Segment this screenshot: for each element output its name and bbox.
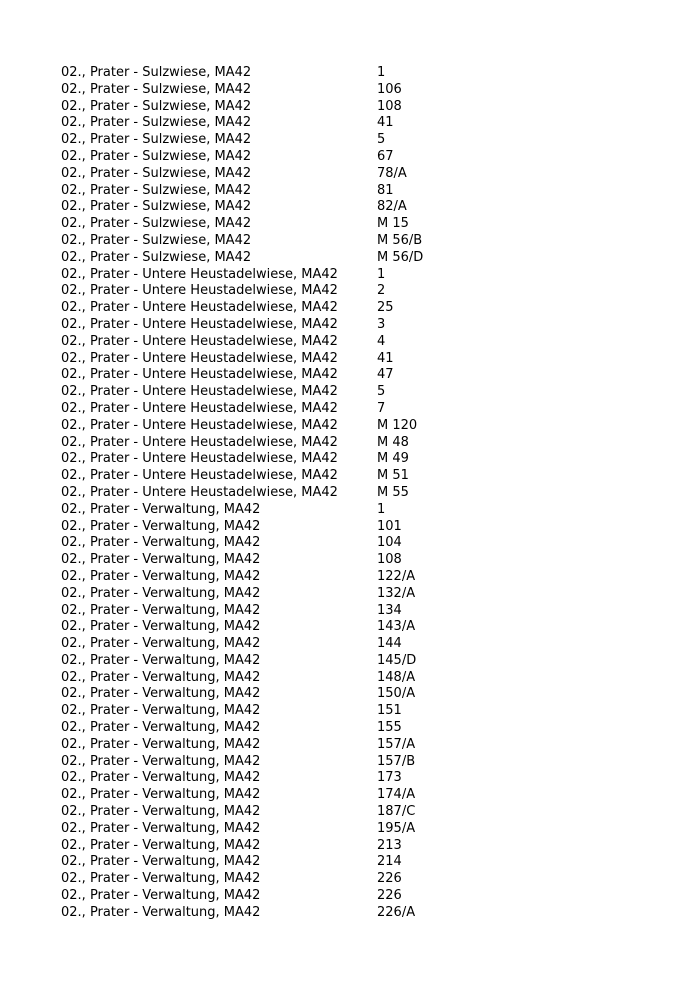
location-cell: 02., Prater - Sulzwiese, MA42 [61, 148, 252, 164]
location-cell: 02., Prater - Verwaltung, MA42 [61, 736, 261, 752]
table-row [61, 670, 457, 687]
number-cell: 108 [377, 98, 402, 114]
table-row [61, 451, 457, 468]
number-cell: 226 [377, 871, 402, 887]
table-row [61, 502, 457, 519]
table-row [61, 283, 457, 300]
number-cell: 1 [377, 501, 386, 517]
table-row [61, 132, 457, 149]
table-row [61, 552, 457, 569]
location-cell: 02., Prater - Untere Heustadelwiese, MA42 [61, 333, 338, 349]
number-cell: 148/A [377, 669, 416, 685]
table-row [61, 351, 457, 368]
table-row [61, 787, 457, 804]
table-row [61, 586, 457, 603]
number-cell: 226/A [377, 904, 416, 920]
number-cell: 151 [377, 703, 402, 719]
location-cell: 02., Prater - Untere Heustadelwiese, MA42 [61, 484, 338, 500]
location-cell: 02., Prater - Verwaltung, MA42 [61, 602, 261, 618]
number-cell: M 48 [377, 434, 409, 450]
number-cell: 1 [377, 266, 386, 282]
number-cell: 106 [377, 81, 402, 97]
table-row [61, 65, 457, 82]
location-cell: 02., Prater - Verwaltung, MA42 [61, 619, 261, 635]
location-cell: 02., Prater - Verwaltung, MA42 [61, 904, 261, 920]
table-row [61, 418, 457, 435]
number-cell: 104 [377, 535, 402, 551]
table-row [61, 367, 457, 384]
location-cell: 02., Prater - Sulzwiese, MA42 [61, 199, 252, 215]
location-cell: 02., Prater - Untere Heustadelwiese, MA42 [61, 283, 338, 299]
table-row [61, 519, 457, 536]
table-row [61, 720, 457, 737]
number-cell: 67 [377, 148, 394, 164]
table-row [61, 468, 457, 485]
table-row [61, 317, 457, 334]
table-row [61, 535, 457, 552]
number-cell: 41 [377, 115, 394, 131]
location-cell: 02., Prater - Untere Heustadelwiese, MA42 [61, 300, 338, 316]
location-cell: 02., Prater - Verwaltung, MA42 [61, 501, 261, 517]
table-row [61, 905, 457, 922]
table-row [61, 267, 457, 284]
table-row [61, 838, 457, 855]
location-cell: 02., Prater - Untere Heustadelwiese, MA42 [61, 350, 338, 366]
location-cell: 02., Prater - Verwaltung, MA42 [61, 753, 261, 769]
location-cell: 02., Prater - Verwaltung, MA42 [61, 535, 261, 551]
location-cell: 02., Prater - Sulzwiese, MA42 [61, 98, 252, 114]
number-cell: 47 [377, 367, 394, 383]
location-cell: 02., Prater - Sulzwiese, MA42 [61, 81, 252, 97]
number-cell: 134 [377, 602, 402, 618]
number-cell: M 120 [377, 417, 418, 433]
number-cell: 155 [377, 720, 402, 736]
table-row [61, 569, 457, 586]
table-row [61, 737, 457, 754]
number-cell: 157/A [377, 736, 416, 752]
table-row [61, 854, 457, 871]
table-row [61, 115, 457, 132]
table-row [61, 653, 457, 670]
number-cell: M 56/D [377, 249, 424, 265]
table-row [61, 99, 457, 116]
table-row [61, 770, 457, 787]
number-cell: 226 [377, 888, 402, 904]
number-cell: 1 [377, 65, 386, 80]
location-cell: 02., Prater - Untere Heustadelwiese, MA42 [61, 266, 338, 282]
table-row [61, 334, 457, 351]
table-row [61, 619, 457, 636]
number-cell: 101 [377, 518, 402, 534]
table-row [61, 82, 457, 99]
number-cell: 195/A [377, 820, 416, 836]
number-cell: 214 [377, 854, 402, 870]
number-cell: 132/A [377, 585, 416, 601]
location-cell: 02., Prater - Verwaltung, MA42 [61, 871, 261, 887]
number-cell: 41 [377, 350, 394, 366]
table-row [61, 166, 457, 183]
table-row [61, 233, 457, 250]
number-cell: 108 [377, 552, 402, 568]
table-row [61, 199, 457, 216]
location-cell: 02., Prater - Sulzwiese, MA42 [61, 216, 252, 232]
location-cell: 02., Prater - Untere Heustadelwiese, MA42 [61, 468, 338, 484]
table-row [61, 435, 457, 452]
table-row [61, 384, 457, 401]
location-cell: 02., Prater - Untere Heustadelwiese, MA42 [61, 400, 338, 416]
location-cell: 02., Prater - Verwaltung, MA42 [61, 770, 261, 786]
number-cell: 150/A [377, 686, 416, 702]
location-cell: 02., Prater - Verwaltung, MA42 [61, 552, 261, 568]
table-row [61, 636, 457, 653]
table-row [61, 754, 457, 771]
location-cell: 02., Prater - Untere Heustadelwiese, MA42 [61, 384, 338, 400]
number-cell: 5 [377, 384, 386, 400]
number-cell: 82/A [377, 199, 407, 215]
number-cell: M 15 [377, 216, 409, 232]
location-cell: 02., Prater - Verwaltung, MA42 [61, 820, 261, 836]
location-cell: 02., Prater - Verwaltung, MA42 [61, 720, 261, 736]
location-cell: 02., Prater - Sulzwiese, MA42 [61, 132, 252, 148]
table-row [61, 250, 457, 267]
table-row [61, 183, 457, 200]
location-cell: 02., Prater - Untere Heustadelwiese, MA42 [61, 451, 338, 467]
table-row [61, 216, 457, 233]
tree-location-table [61, 65, 457, 922]
number-cell: 187/C [377, 804, 416, 820]
location-cell: 02., Prater - Sulzwiese, MA42 [61, 182, 252, 198]
location-cell: 02., Prater - Verwaltung, MA42 [61, 888, 261, 904]
number-cell: M 49 [377, 451, 409, 467]
location-cell: 02., Prater - Verwaltung, MA42 [61, 703, 261, 719]
table-row [61, 603, 457, 620]
table-row [61, 888, 457, 905]
location-cell: 02., Prater - Verwaltung, MA42 [61, 837, 261, 853]
table-row [61, 401, 457, 418]
number-cell: 122/A [377, 568, 416, 584]
number-cell: 7 [377, 400, 386, 416]
table-row [61, 149, 457, 166]
table-row [61, 871, 457, 888]
number-cell: 78/A [377, 165, 407, 181]
number-cell: M 56/B [377, 232, 423, 248]
location-cell: 02., Prater - Untere Heustadelwiese, MA42 [61, 434, 338, 450]
location-cell: 02., Prater - Verwaltung, MA42 [61, 518, 261, 534]
number-cell: 173 [377, 770, 402, 786]
number-cell: M 55 [377, 484, 409, 500]
location-cell: 02., Prater - Sulzwiese, MA42 [61, 65, 252, 80]
number-cell: 4 [377, 333, 386, 349]
number-cell: 3 [377, 316, 386, 332]
location-cell: 02., Prater - Verwaltung, MA42 [61, 686, 261, 702]
number-cell: M 51 [377, 468, 409, 484]
table-row [61, 686, 457, 703]
number-cell: 25 [377, 300, 394, 316]
number-cell: 2 [377, 283, 386, 299]
table-body [61, 65, 457, 922]
table-row [61, 300, 457, 317]
location-cell: 02., Prater - Verwaltung, MA42 [61, 568, 261, 584]
table-row [61, 703, 457, 720]
location-cell: 02., Prater - Sulzwiese, MA42 [61, 115, 252, 131]
location-cell: 02., Prater - Untere Heustadelwiese, MA42 [61, 417, 338, 433]
location-cell: 02., Prater - Verwaltung, MA42 [61, 652, 261, 668]
location-cell: 02., Prater - Sulzwiese, MA42 [61, 165, 252, 181]
location-cell: 02., Prater - Verwaltung, MA42 [61, 636, 261, 652]
number-cell: 157/B [377, 753, 416, 769]
number-cell: 5 [377, 132, 386, 148]
number-cell: 143/A [377, 619, 416, 635]
location-cell: 02., Prater - Sulzwiese, MA42 [61, 232, 252, 248]
location-cell: 02., Prater - Verwaltung, MA42 [61, 585, 261, 601]
number-cell: 174/A [377, 787, 416, 803]
number-cell: 213 [377, 837, 402, 853]
number-cell: 81 [377, 182, 394, 198]
table-row [61, 804, 457, 821]
number-cell: 144 [377, 636, 402, 652]
location-cell: 02., Prater - Verwaltung, MA42 [61, 669, 261, 685]
location-cell: 02., Prater - Untere Heustadelwiese, MA42 [61, 367, 338, 383]
location-cell: 02., Prater - Sulzwiese, MA42 [61, 249, 252, 265]
location-cell: 02., Prater - Untere Heustadelwiese, MA42 [61, 316, 338, 332]
location-cell: 02., Prater - Verwaltung, MA42 [61, 854, 261, 870]
table-row [61, 821, 457, 838]
location-cell: 02., Prater - Verwaltung, MA42 [61, 804, 261, 820]
location-cell: 02., Prater - Verwaltung, MA42 [61, 787, 261, 803]
table-row [61, 485, 457, 502]
number-cell: 145/D [377, 652, 417, 668]
